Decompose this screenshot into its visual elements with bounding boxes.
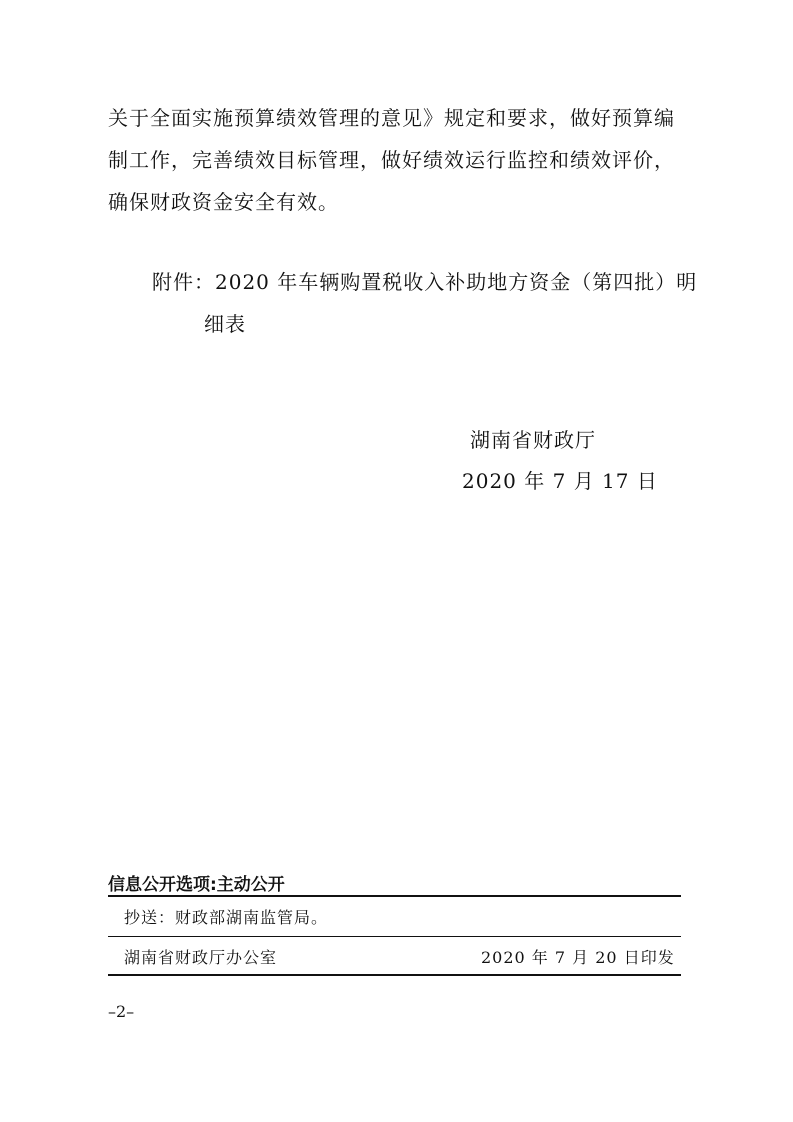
footer-rule-top xyxy=(108,895,681,897)
body-line-1: 关于全面实施预算绩效管理的意见》规定和要求，做好预算编 xyxy=(108,106,675,130)
signature-date: 2020 年 7 月 17 日 xyxy=(462,469,658,493)
info-disclosure-option: 信息公开选项:主动公开 xyxy=(108,875,285,895)
footer-rule-middle xyxy=(108,936,681,937)
attachment-line-1: 附件：2020 年车辆购置税收入补助地方资金（第四批）明 xyxy=(152,270,698,294)
body-line-3: 确保财政资金安全有效。 xyxy=(108,190,339,214)
cc-line: 抄送：财政部湖南监管局。 xyxy=(124,908,329,927)
attachment-line-2: 细表 xyxy=(204,312,246,336)
print-date: 2020 年 7 月 20 日印发 xyxy=(481,948,675,967)
body-line-2: 制工作，完善绩效目标管理，做好绩效运行监控和绩效评价， xyxy=(108,148,675,172)
signature-org: 湖南省财政厅 xyxy=(470,428,596,452)
page-number: –2– xyxy=(108,1002,135,1021)
issuer-office: 湖南省财政厅办公室 xyxy=(124,948,278,967)
footer-rule-bottom xyxy=(108,974,681,976)
